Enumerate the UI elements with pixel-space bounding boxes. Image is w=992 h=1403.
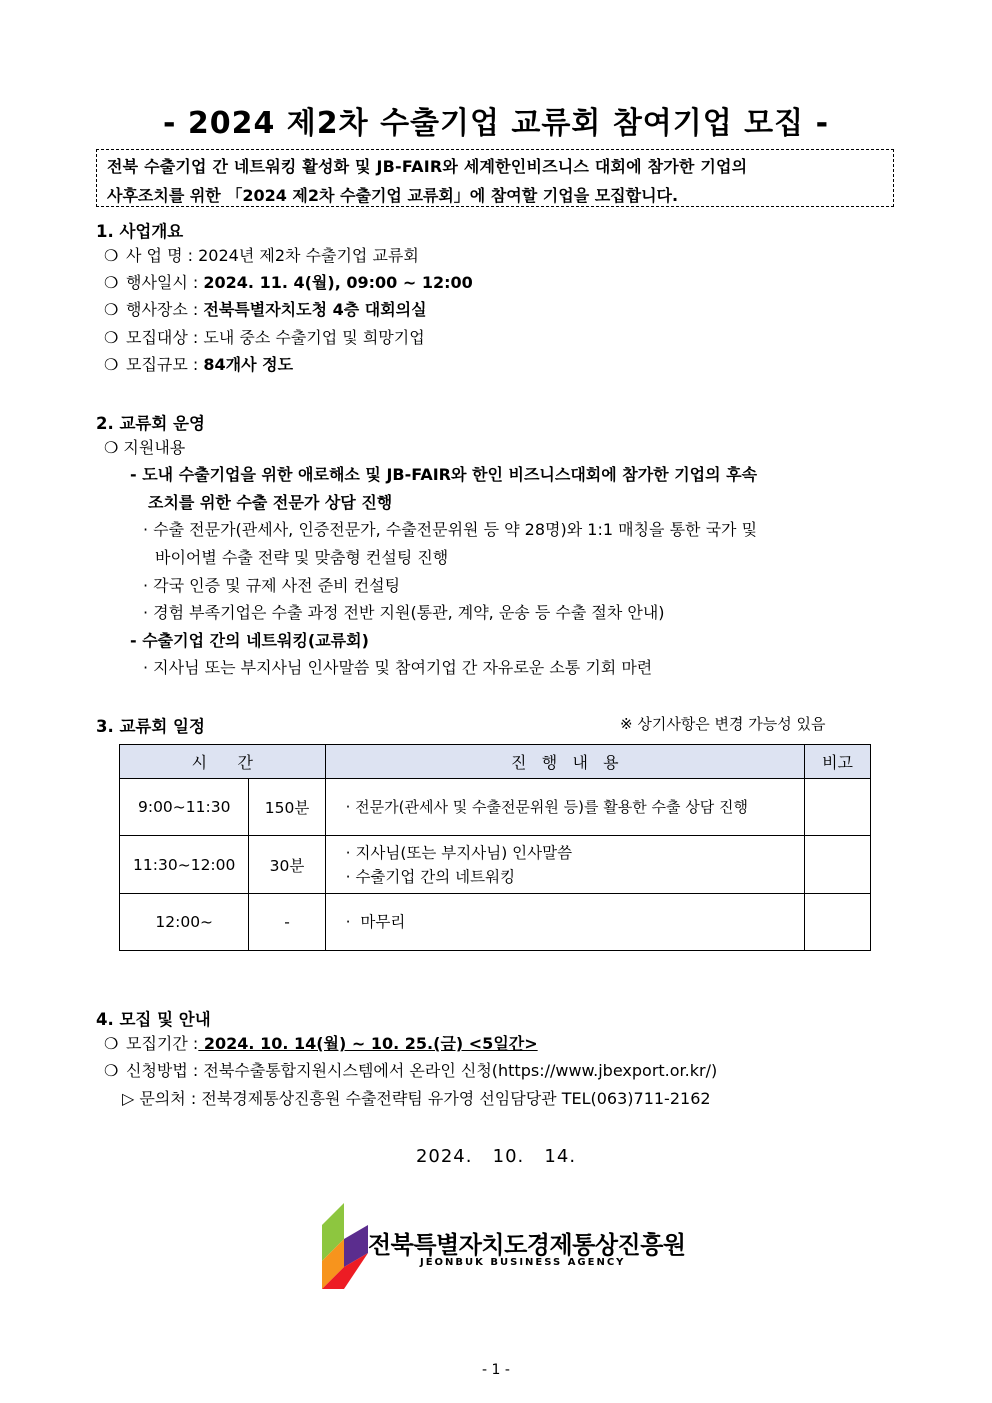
section-heading: 1. 사업개요 [96,222,184,241]
circle-bullet-icon: ❍ [104,1061,119,1080]
overview-item: ❍ 모집대상 : 도내 중소 수출기업 및 희망기업 [104,328,425,347]
content-cell: · 지사님(또는 부지사님) 인사말씀 · 수출기업 간의 네트워킹 [325,836,804,894]
support-item: - 수출기업 간의 네트워킹(교류회) [130,631,369,650]
recruit-period: ❍ 모집기간 : 2024. 10. 14(월) ~ 10. 25.(금) <5일간> [104,1034,538,1053]
remark-cell [805,779,871,836]
table-row [120,836,871,894]
section-heading: 2. 교류회 운영 [96,414,205,433]
intro-box [96,149,894,207]
remark-cell [805,836,871,894]
intro-line: 사후조치를 위한 「2024 제2차 수출기업 교류회」에 참여할 기업을 모집합니다. [107,186,679,205]
header-content: 진 행 내 용 [325,745,804,779]
page-title: - 2024 제2차 수출기업 교류회 참여기업 모집 - [162,106,830,141]
agency-name: 전북특별자치도경제통상진흥원 [368,1231,686,1259]
overview-item: ❍ 행사일시 : 2024. 11. 4(월), 09:00 ~ 12:00 [104,273,473,292]
overview-item: ❍ 사 업 명 : 2024년 제2차 수출기업 교류회 [104,246,419,265]
support-item: 조치를 위한 수출 전문가 상담 진행 [148,493,393,512]
duration-cell: 150분 [249,779,325,836]
table-row [120,779,871,836]
support-detail: 바이어별 수출 전략 및 맞춤형 컨설팅 진행 [155,548,449,567]
overview-item: ❍ 행사장소 : 전북특별자치도청 4층 대회의실 [104,300,427,319]
content-cell: · 마무리 [325,894,804,951]
apply-link-text: 전북수출통합지원시스템에서 온라인 신청(https://www.jbexport.or.kr/) [203,1061,718,1080]
table-row [120,894,871,951]
apply-method: ❍ 신청방법 : 전북수출통합지원시스템에서 온라인 신청(https://www.jbexport.or.kr/) [104,1061,718,1080]
support-detail: · 지사님 또는 부지사님 인사말씀 및 참여기업 간 자유로운 소통 기회 마련 [143,658,653,677]
support-detail: · 경험 부족기업은 수출 과정 전반 지원(통관, 계약, 운송 등 수출 절차 안내) [143,603,665,622]
circle-bullet-icon: ❍ [104,273,119,292]
schedule-note: ※ 상기사항은 변경 가능성 있음 [620,715,826,733]
header-remark: 비고 [805,745,871,779]
content-cell: · 전문가(관세사 및 수출전문위원 등)를 활용한 수출 상담 진행 [325,779,804,836]
support-item: - 도내 수출기업을 위한 애로해소 및 JB-FAIR와 한인 비즈니스대회에 참가한 기업의 후속 [130,465,758,484]
overview-item: ❍ 모집규모 : 84개사 정도 [104,355,294,374]
agency-logo-icon [322,1203,368,1289]
table-header-row [120,745,871,779]
circle-bullet-icon: ❍ [104,328,119,347]
section-heading: 3. 교류회 일정 [96,717,205,736]
duration-cell: - [249,894,325,951]
time-cell: 12:00~ [120,894,249,951]
document-date: 2024. 10. 14. [415,1146,577,1167]
remark-cell [805,894,871,951]
circle-bullet-icon: ❍ [104,1034,119,1053]
circle-bullet-icon: ❍ [104,246,119,265]
support-subheading: ❍ 지원내용 [104,438,186,457]
intro-line: 전북 수출기업 간 네트워킹 활성화 및 JB-FAIR와 세계한인비즈니스 대회에 참가한 기업의 [107,157,748,176]
page-number: - 1 - [482,1362,510,1378]
duration-cell: 30분 [249,836,325,894]
time-cell: 9:00~11:30 [120,779,249,836]
agency-name-en: JEONBUK BUSINESS AGENCY [420,1257,626,1268]
time-cell: 11:30~12:00 [120,836,249,894]
circle-bullet-icon: ❍ [104,355,119,374]
agency-logo [322,1203,686,1293]
circle-bullet-icon: ❍ [104,300,119,319]
header-time: 시 간 [120,745,326,779]
contact-info: ▷ 문의처 : 전북경제통상진흥원 수출전략팀 유가영 선임담당관 TEL(063)711-2162 [122,1089,711,1108]
support-detail: · 각국 인증 및 규제 사전 준비 컨설팅 [143,576,401,595]
support-detail: · 수출 전문가(관세사, 인증전문가, 수출전문위원 등 약 28명)와 1:1 매칭을 통한 국가 및 [143,520,758,539]
schedule-table [119,744,871,951]
section-heading: 4. 모집 및 안내 [96,1010,211,1029]
